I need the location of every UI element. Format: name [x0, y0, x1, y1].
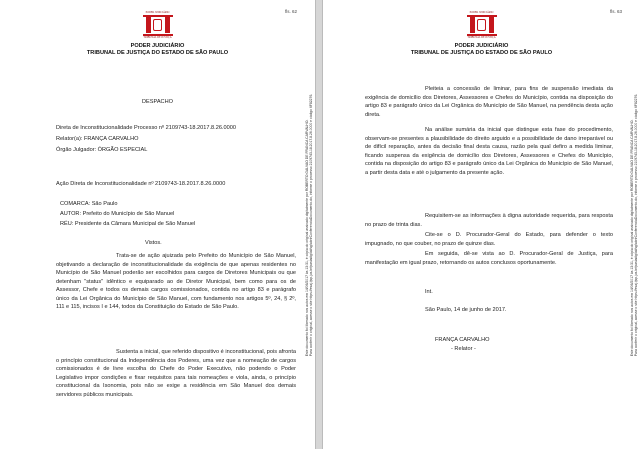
court-line-1: PODER JUDICIÁRIO — [454, 43, 509, 49]
stamp-line-2: Para conferir o original, acesse o site https://esaj.tjsp.jus.br/pastadigital/sg/abrirConferenciaDocumento.do, informe o processo 2109743-18.2017.8.26.0000 e código 6F82276. — [309, 93, 313, 356]
folio-number: fls. 62 — [284, 9, 297, 14]
autor-line: AUTOR: Prefeito do Município de São Manuel — [60, 211, 175, 217]
paragraph-2: Sustenta a inicial, que referido dispositivo é inconstitucional, pois afronta o princípio constitucional da Independência dos Poderes, uma vez que a nomeação de cargos comissionados é de livre escolha do Chefe do Poder Executivo, não podendo o Poder Legislativo impor condições e fixar requisitos para tais nomeações e viola, ainda, o princípio constitucional da Isonomia, pois não se exige a residência em São Manuel dos demais servidores públicos municipais. — [56, 349, 296, 398]
signer-name: FRANÇA CARVALHO — [435, 337, 490, 343]
court-seal-logo — [143, 11, 173, 39]
stamp-line-2: Para conferir o original, acesse o site https://esaj.tjsp.jus.br/pastadigital/sg/abrirConferenciaDocumento.do, informe o processo 2109743-18.2017.8.26.0000 e código 6F82276. — [634, 93, 638, 356]
paragraph-1: Pleiteia a concessão de liminar, para fins de suspensão imediata da exigência de domicílio dos Diretores, Assessores e Chefes do Município, contida na disposição do artigo 83 e parágrafo único da Lei Orgânica do Município de São Manuel, na pendência desta ação direta. — [365, 86, 613, 118]
date-line: São Paulo, 14 de junho de 2017. — [425, 307, 507, 313]
court-line-2: TRIBUNAL DE JUSTIÇA DO ESTADO DE SÃO PAULO — [86, 50, 229, 56]
paragraph-3: Requisitem-se as informações à digna autoridade requerida, para resposta no prazo de trinta dias. — [365, 213, 613, 228]
signer-role: - Relator - — [451, 346, 476, 352]
seal-bottom-text: TRIBUNAL DE JUSTIÇA — [467, 36, 496, 39]
folio-number: fls. 63 — [609, 9, 622, 14]
relator-line: Relator(a): FRANÇA CARVALHO — [56, 136, 139, 142]
paragraph-2: Na análise sumária da inicial que distingue esta fase do procedimento, observam-se presentes a plausibilidade do direito arguido e a possibilidade de dano irreparável ou de difícil reparação, antes da decisão final desta causa, razão pela qual defiro a medida liminar, ficando suspensa da exigência de domicílio dos Diretores, Assessores e Chefes do Município, contida na disposição do artigo 83 e parágrafo único da Lei Orgânica do Município de São Manuel, a partir desta data e até o julgamento da presente ação. — [365, 127, 613, 176]
orgao-line: Órgão Julgador: ÓRGÃO ESPECIAL — [56, 147, 148, 153]
case-line: Direta de Inconstitucionalidade Processo nº 2109743-18.2017.8.26.0000 — [56, 125, 236, 131]
seal-top-text: PODER JUDICIÁRIO — [145, 11, 170, 14]
vistos-line: Vistos. — [145, 240, 162, 246]
digital-signature-stamp — [305, 0, 313, 449]
reu-line: RÉU: Presidente da Câmara Municipal de São Manuel — [60, 221, 196, 227]
paragraph-4: Cite-se o D. Procurador-Geral do Estado, para defender o texto impugnado, no que couber, no prazo de quinze dias. — [365, 232, 613, 247]
doc-type-title: DESPACHO — [142, 99, 173, 105]
action-line: Ação Direta de Inconstitucionalidade nº 2109743-18.2017.8.26.0000 — [56, 181, 226, 187]
seal-bottom-text: TRIBUNAL DE JUSTIÇA — [143, 36, 172, 39]
seal-top-text: PODER JUDICIÁRIO — [469, 11, 494, 14]
paragraph-5: Em seguida, dê-se vista ao D. Procurador-Geral de Justiça, para manifestação em igual prazo, retornando os autos conclusos oportunamente. — [365, 251, 613, 266]
document-page-right — [322, 0, 640, 449]
document-page-left — [0, 0, 316, 449]
int-line: Int. — [425, 289, 433, 295]
paragraph-1: Trata-se de ação ajuizada pelo Prefeito do Município de São Manuel, objetivando a declaração de inconstitucionalidade da exigência de que apenas residentes no Município de São Manuel poderão ser escolhidos para cargos de Diretores Municipais ou que detenham "status" idêntico e equiparado ao de Diretor Municipal, bem como para os de Assessor, Chefe e todos os demais cargos comissionados, contida no artigo 83 e parágrafo único da Lei Orgânica do Município de São Manuel, com fundamento nos artigos 5º, 24, § 2º, 111 e 115, incisos I e 144, todos da Constituição do Estado de São Paulo. — [56, 253, 296, 310]
digital-signature-stamp — [630, 0, 638, 449]
stamp-line-1: Este documento foi liberado nos autos em 14/06/2017 às 13:31, é cópia do original assinado digitalmente por ROBERTO GALVAO DE FRANCA CARVALHO. — [630, 119, 634, 356]
court-header — [0, 43, 315, 57]
comarca-line: COMARCA: São Paulo — [60, 201, 118, 207]
court-header — [323, 43, 640, 57]
court-line-1: PODER JUDICIÁRIO — [130, 43, 185, 49]
court-line-2: TRIBUNAL DE JUSTIÇA DO ESTADO DE SÃO PAULO — [410, 50, 553, 56]
stamp-line-1: Este documento foi liberado nos autos em 14/06/2017 às 13:31, é cópia do original assinado digitalmente por ROBERTO GALVAO DE FRANCA CARVALHO. — [305, 119, 309, 356]
court-seal-logo — [467, 11, 497, 39]
